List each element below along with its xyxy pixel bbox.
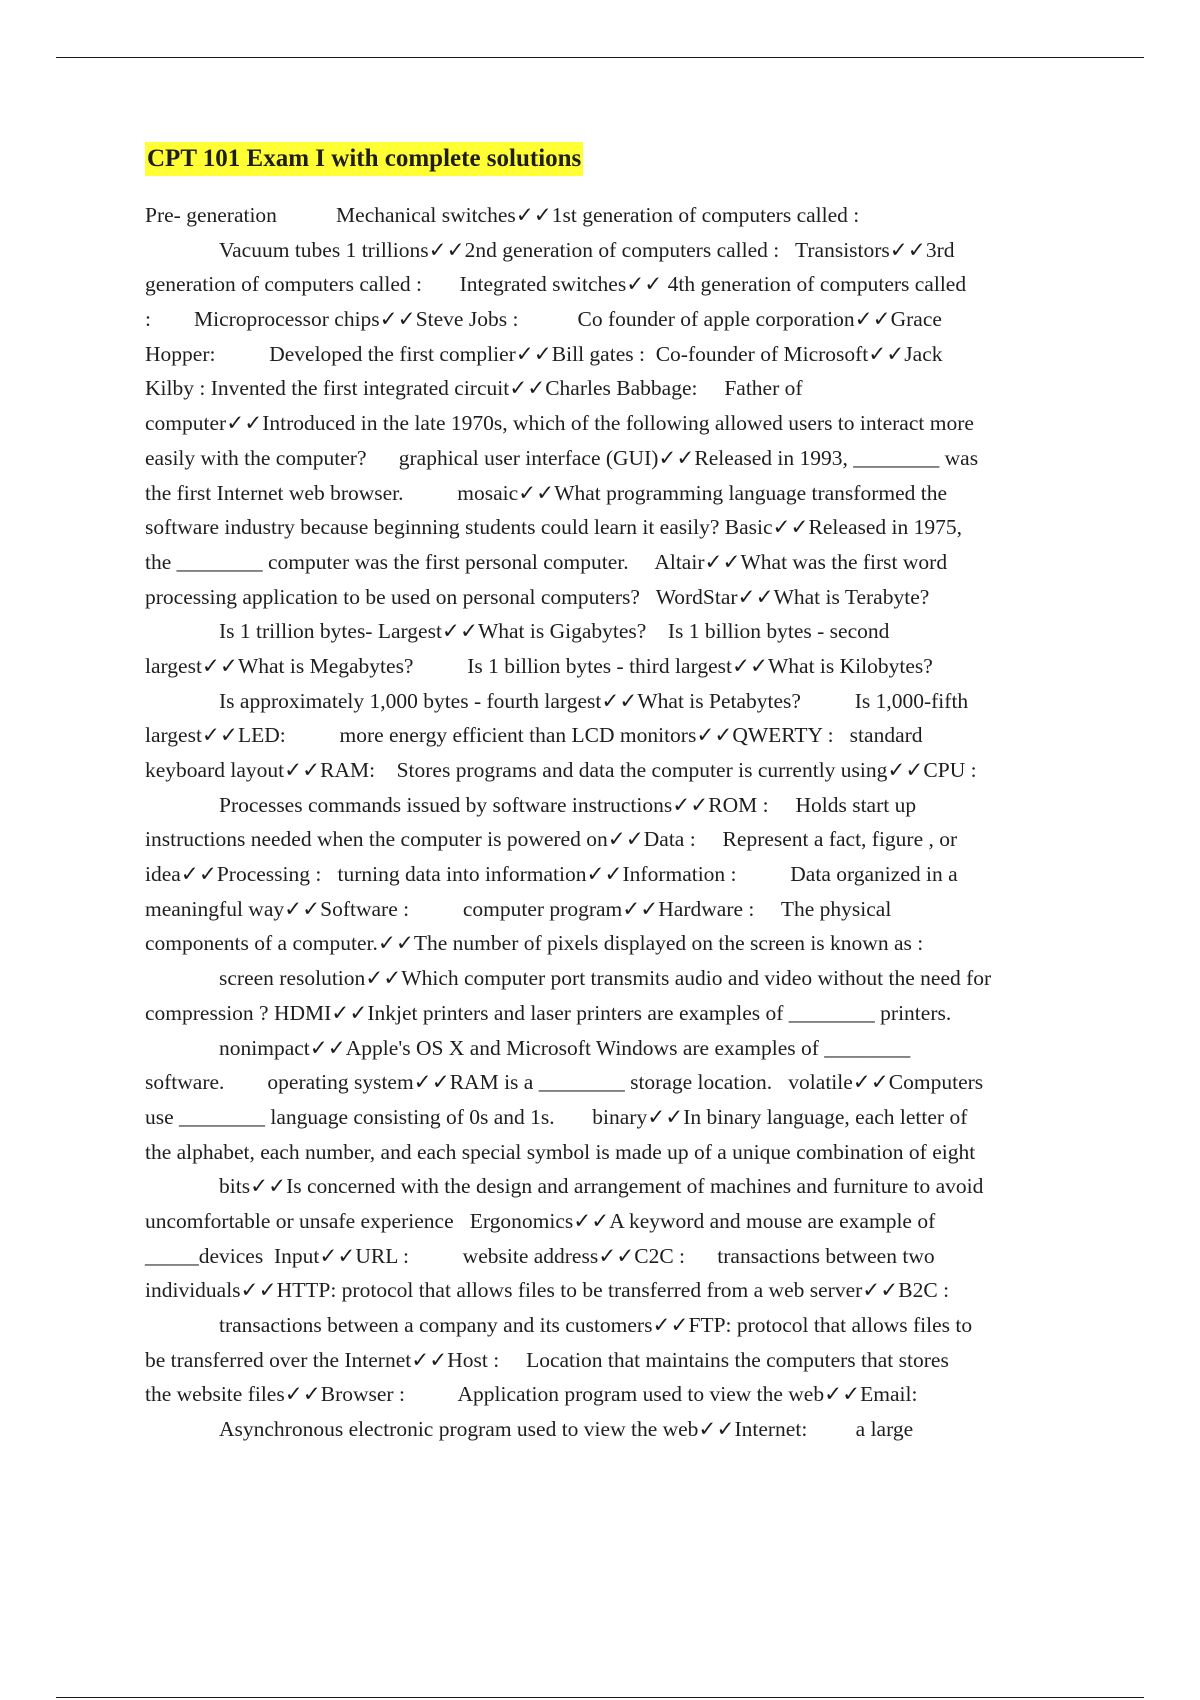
text-line: bits✓✓Is concerned with the design and arrangement of machines and furniture to avoid <box>219 1174 984 1199</box>
text-line: software. operating system✓✓RAM is a ________ storage location. volatile✓✓Computers <box>145 1070 984 1095</box>
text-line: the website files✓✓Browser : Application program used to view the web✓✓Email: <box>145 1382 918 1407</box>
text-line: Asynchronous electronic program used to view the web✓✓Internet: a large <box>219 1417 914 1442</box>
text-line: Hopper: Developed the first complier✓✓Bill gates : Co-founder of Microsoft✓✓Jack <box>145 341 943 366</box>
text-line: software industry because beginning students could learn it easily? Basic✓✓Released in 1975, <box>145 515 962 540</box>
text-line: largest✓✓LED: more energy efficient than LCD monitors✓✓QWERTY : standard <box>145 723 923 748</box>
document-title <box>145 146 583 171</box>
document-body <box>145 198 1090 1447</box>
text-line: nonimpact✓✓Apple's OS X and Microsoft Windows are examples of ________ <box>219 1035 911 1060</box>
text-line: instructions needed when the computer is powered on✓✓Data : Represent a fact, figure , or <box>145 827 958 852</box>
text-line: Is 1 trillion bytes- Largest✓✓What is Gigabytes? Is 1 billion bytes - second <box>219 619 890 644</box>
text-line: largest✓✓What is Megabytes? Is 1 billion bytes - third largest✓✓What is Kilobytes? <box>145 653 933 678</box>
text-line: meaningful way✓✓Software : computer program✓✓Hardware : The physical <box>145 896 892 921</box>
text-line: the ________ computer was the first personal computer. Altair✓✓What was the first word <box>145 549 948 574</box>
text-line: _____devices Input✓✓URL : website address✓✓C2C : transactions between two <box>145 1243 935 1268</box>
text-line: Is approximately 1,000 bytes - fourth largest✓✓What is Petabytes? Is 1,000-fifth <box>219 688 969 713</box>
text-line: the alphabet, each number, and each special symbol is made up of a unique combination of eight <box>145 1139 976 1164</box>
text-line: be transferred over the Internet✓✓Host : Location that maintains the computers that stores <box>145 1347 949 1372</box>
text-line: individuals✓✓HTTP: protocol that allows files to be transferred from a web server✓✓B2C : <box>145 1278 950 1303</box>
text-line: uncomfortable or unsafe experience Ergonomics✓✓A keyword and mouse are example of <box>145 1208 936 1233</box>
text-line: transactions between a company and its customers✓✓FTP: protocol that allows files to <box>219 1313 973 1337</box>
text-line: the first Internet web browser. mosaic✓✓What programming language transformed the <box>145 480 948 505</box>
text-line: processing application to be used on personal computers? WordStar✓✓What is Terabyte? <box>145 584 930 609</box>
page-bottom-rule <box>56 1697 1144 1698</box>
text-line: keyboard layout✓✓RAM: Stores programs and data the computer is currently using✓✓CPU : <box>145 758 977 782</box>
text-line: computer✓✓Introduced in the late 1970s, which of the following allowed users to interact more <box>145 411 974 436</box>
text-line: Kilby : Invented the first integrated circuit✓✓Charles Babbage: Father of <box>145 376 803 401</box>
text-line: screen resolution✓✓Which computer port transmits audio and video without the need for <box>219 966 992 991</box>
document-title-text: CPT 101 Exam I with complete solutions <box>145 142 583 176</box>
page-top-rule <box>56 57 1144 58</box>
text-line: : Microprocessor chips✓✓Steve Jobs : Co founder of apple corporation✓✓Grace <box>145 307 942 332</box>
text-line: compression ? HDMI✓✓Inkjet printers and laser printers are examples of ________ printers. <box>145 1000 952 1025</box>
text-line: generation of computers called : Integrated switches✓✓ 4th generation of computers called <box>145 272 967 297</box>
text-line: idea✓✓Processing : turning data into information✓✓Information : Data organized in a <box>145 862 958 887</box>
text-line: easily with the computer? graphical user interface (GUI)✓✓Released in 1993, ________ was <box>145 445 979 470</box>
text-line: Pre- generation Mechanical switches✓✓1st generation of computers called : <box>145 203 860 227</box>
text-line: use ________ language consisting of 0s and 1s. binary✓✓In binary language, each letter of <box>145 1104 968 1129</box>
text-line: components of a computer.✓✓The number of pixels displayed on the screen is known as : <box>145 931 924 956</box>
text-line: Processes commands issued by software instructions✓✓ROM : Holds start up <box>219 792 917 817</box>
text-line: Vacuum tubes 1 trillions✓✓2nd generation of computers called : Transistors✓✓3rd <box>219 237 955 262</box>
